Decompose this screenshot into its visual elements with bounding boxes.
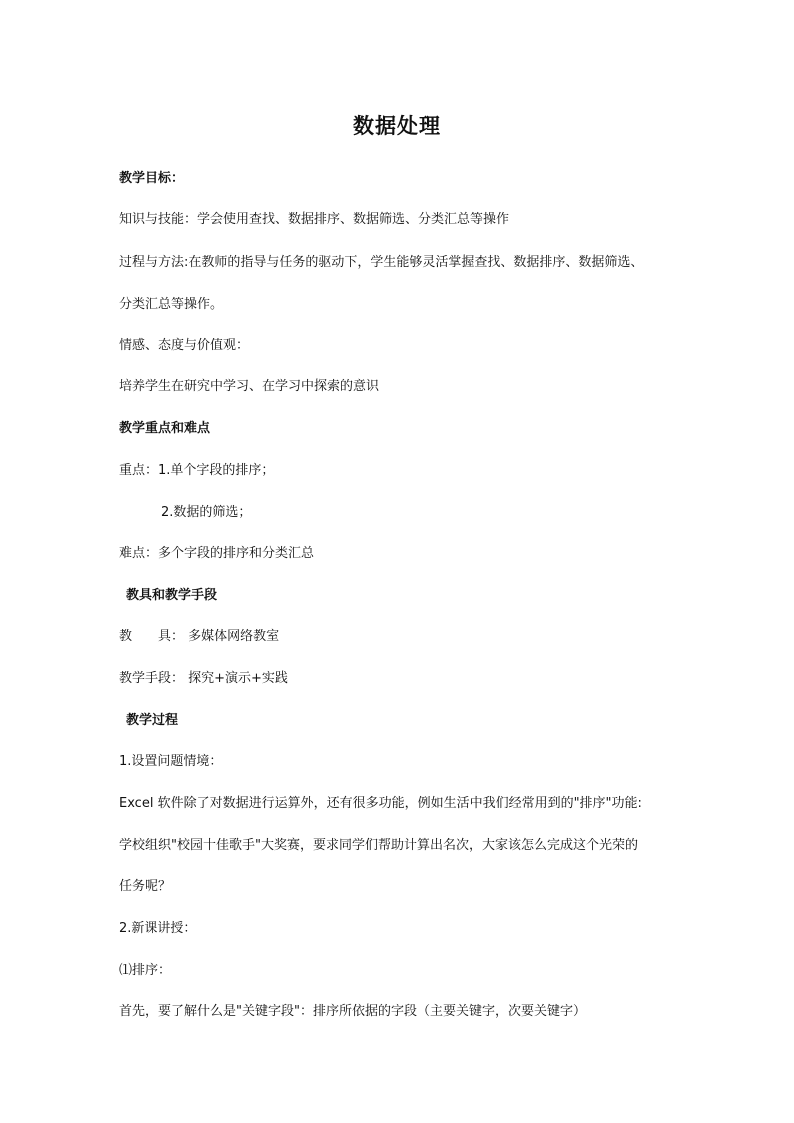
- paragraph-knowledge-skills: 知识与技能：学会使用查找、数据排序、数据筛选、分类汇总等操作: [119, 212, 510, 227]
- paragraph-key-point-2: 2.数据的筛选；: [161, 505, 252, 520]
- heading-teaching-process: 教学过程: [126, 713, 179, 728]
- paragraph-difficult-point: 难点：多个字段的排序和分类汇总: [119, 546, 315, 561]
- paragraph-teaching-tools: 教 具： 多媒体网络教室: [119, 629, 280, 644]
- heading-key-difficult-points: 教学重点和难点: [119, 421, 211, 436]
- document-title: 数据处理: [353, 113, 441, 138]
- paragraph-step-1: 1.设置问题情境：: [119, 754, 223, 769]
- paragraph-sort-heading: ⑴排序：: [119, 963, 172, 978]
- paragraph-key-field: 首先，要了解什么是"关键字段"：排序所依据的字段（主要关键字，次要关键字）: [119, 1004, 586, 1019]
- paragraph-cultivate: 培养学生在研究中学习、在学习中探索的意识: [119, 379, 380, 394]
- paragraph-key-point-1: 重点：1.单个字段的排序；: [119, 463, 275, 478]
- paragraph-excel-intro-end: 任务呢？: [119, 879, 172, 894]
- paragraph-emotion-attitude: 情感、态度与价值观：: [119, 338, 250, 353]
- heading-teaching-aids: 教具和教学手段: [126, 588, 218, 603]
- paragraph-step-2: 2.新课讲授：: [119, 921, 197, 936]
- paragraph-process-methods-cont: 分类汇总等操作。: [119, 297, 224, 312]
- paragraph-teaching-means: 教学手段： 探究+演示+实践: [119, 671, 288, 686]
- paragraph-excel-intro-cont: 学校组织"校园十佳歌手"大奖赛，要求同学们帮助计算出名次，大家该怎么完成这个光荣的: [119, 838, 638, 853]
- heading-teaching-goals: 教学目标：: [119, 171, 185, 186]
- paragraph-process-methods: 过程与方法:在教师的指导与任务的驱动下，学生能够灵活掌握查找、数据排序、数据筛选、: [119, 255, 644, 270]
- paragraph-excel-intro: Excel 软件除了对数据进行运算外，还有很多功能，例如生活中我们经常用到的"排序"功能:: [119, 796, 642, 811]
